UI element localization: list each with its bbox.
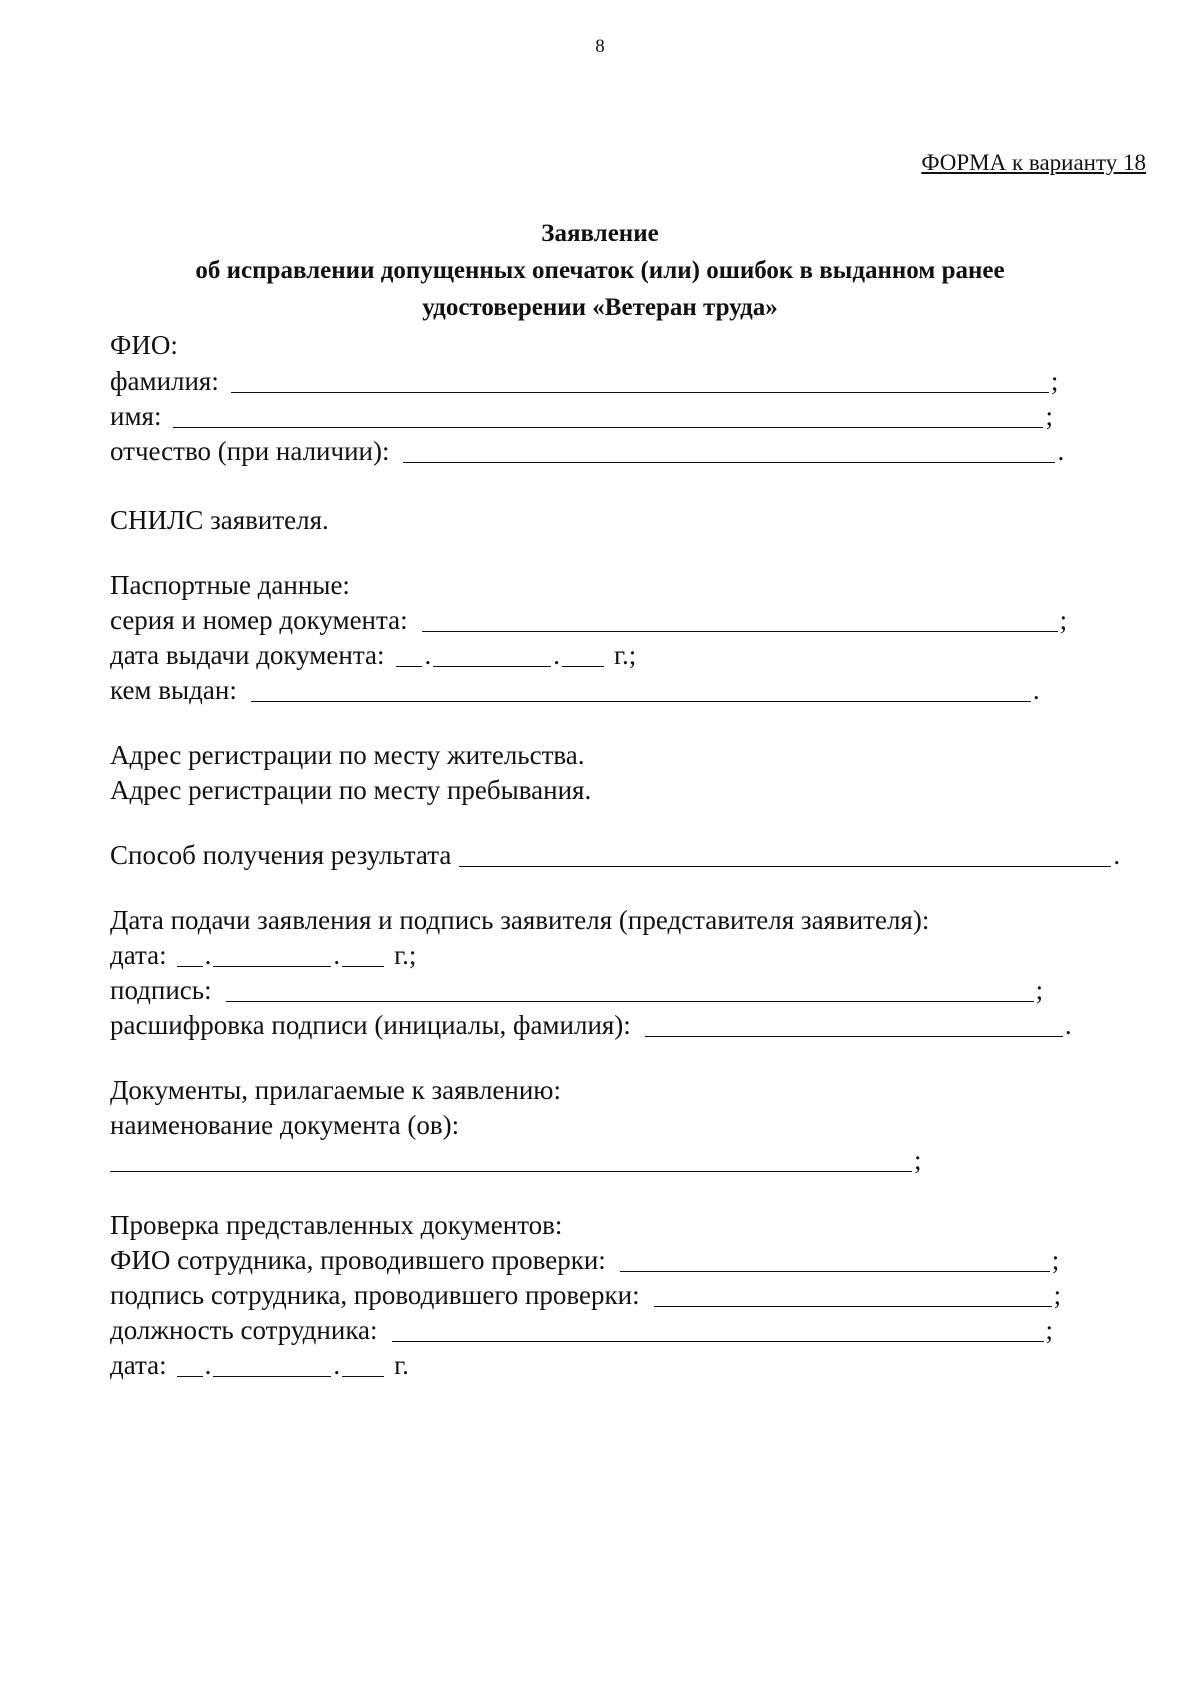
employee-position-row — [110, 1315, 1053, 1351]
passport-month-field[interactable] — [433, 665, 551, 667]
result-method-field[interactable] — [459, 865, 1111, 867]
employee-signature-field[interactable] — [654, 1305, 1052, 1307]
semicolon: ; — [1053, 1280, 1062, 1310]
period: . — [1057, 436, 1065, 466]
page-number: 8 — [595, 36, 605, 57]
issued-by-label: кем выдан: — [110, 675, 237, 705]
name-label: имя: — [110, 401, 162, 431]
snils-label: СНИЛС заявителя. — [110, 505, 329, 535]
signature-row — [110, 975, 1043, 1011]
form-reference: ФОРМА к варианту 18 — [921, 150, 1146, 175]
documents-name-field[interactable] — [110, 1170, 912, 1172]
passport-series-field[interactable] — [422, 630, 1058, 632]
submission-day-field[interactable] — [177, 965, 203, 967]
fio-heading — [110, 330, 178, 366]
verification-heading-text: Проверка представленных документов: — [110, 1210, 563, 1240]
semicolon: ; — [1035, 975, 1044, 1005]
issued-by-field[interactable] — [251, 700, 1031, 702]
submission-year-field[interactable] — [342, 965, 384, 967]
date-dot: . — [333, 940, 341, 970]
submission-date-row — [110, 940, 416, 976]
signature-decoding-label: расшифровка подписи (инициалы, фамилия): — [110, 1010, 631, 1040]
submission-date-label: дата: — [110, 940, 167, 970]
address-residence-label: Адрес регистрации по месту жительства. — [110, 740, 585, 770]
verification-month-field[interactable] — [213, 1375, 331, 1377]
result-method-row — [110, 840, 1120, 876]
document-title — [0, 215, 1200, 326]
semicolon: ; — [1045, 401, 1053, 431]
date-dot: . — [553, 640, 560, 670]
signature-label: подпись: — [110, 975, 212, 1005]
fio-heading-text: ФИО: — [110, 330, 178, 360]
employee-signature-label: подпись сотрудника, проводившего проверки: — [110, 1280, 640, 1310]
date-dot: . — [204, 1350, 212, 1380]
documents-name-label: наименование документа (ов): — [110, 1110, 460, 1140]
passport-series-row — [110, 605, 1067, 641]
submission-heading-text: Дата подачи заявления и подпись заявителя (представителя заявителя): — [110, 905, 930, 935]
verification-year-field[interactable] — [342, 1375, 384, 1377]
title-line-1: Заявление — [541, 220, 659, 247]
semicolon: ; — [1050, 366, 1059, 396]
passport-year-field[interactable] — [562, 665, 604, 667]
patronymic-field[interactable] — [403, 461, 1055, 463]
employee-fio-field[interactable] — [620, 1270, 1050, 1272]
period: . — [1032, 675, 1040, 705]
address-stay-row — [110, 775, 591, 811]
submission-heading — [110, 905, 929, 941]
year-suffix: г.; — [394, 940, 417, 970]
signature-field[interactable] — [226, 1000, 1034, 1002]
title-line-3: удостоверении «Ветеран труда» — [422, 294, 778, 321]
semicolon: ; — [914, 1145, 922, 1175]
employee-fio-row — [110, 1245, 1059, 1281]
passport-date-label: дата выдачи документа: — [110, 640, 385, 670]
employee-position-label: должность сотрудника: — [110, 1315, 378, 1345]
period: . — [1113, 840, 1121, 870]
surname-label: фамилия: — [110, 366, 219, 396]
passport-day-field[interactable] — [396, 665, 422, 667]
name-field[interactable] — [173, 426, 1043, 428]
address-stay-label: Адрес регистрации по месту пребывания. — [110, 775, 592, 805]
passport-heading-text: Паспортные данные: — [110, 570, 350, 600]
employee-position-field[interactable] — [392, 1340, 1044, 1342]
title-line-2: об исправлении допущенных опечаток (или) ошибок в выданном ранее — [195, 257, 1005, 284]
documents-name-field-row — [110, 1145, 922, 1181]
passport-date-row — [110, 640, 636, 676]
semicolon: ; — [1059, 605, 1068, 635]
verification-day-field[interactable] — [177, 1375, 203, 1377]
verification-date-row — [110, 1350, 409, 1386]
year-suffix: г.; — [613, 640, 637, 670]
surname-field[interactable] — [231, 391, 1049, 393]
documents-heading — [110, 1075, 561, 1111]
date-dot: . — [424, 640, 432, 670]
result-method-label: Способ получения результата — [110, 840, 452, 870]
documents-name-row — [110, 1110, 459, 1146]
snils-row — [110, 505, 329, 541]
semicolon: ; — [1045, 1315, 1054, 1345]
signature-decoding-row — [110, 1010, 1072, 1046]
issued-by-row — [110, 675, 1040, 711]
employee-signature-row — [110, 1280, 1061, 1316]
date-dot: . — [333, 1350, 341, 1380]
surname-row — [110, 366, 1058, 402]
semicolon: ; — [1051, 1245, 1060, 1275]
submission-month-field[interactable] — [213, 965, 331, 967]
verification-heading — [110, 1210, 562, 1246]
year-suffix: г. — [394, 1350, 409, 1380]
patronymic-row — [110, 436, 1064, 472]
name-row — [110, 401, 1053, 437]
date-dot: . — [204, 940, 212, 970]
patronymic-label: отчество (при наличии): — [110, 436, 390, 466]
signature-decoding-field[interactable] — [645, 1035, 1063, 1037]
period: . — [1064, 1010, 1072, 1040]
documents-heading-text: Документы, прилагаемые к заявлению: — [110, 1075, 561, 1105]
employee-fio-label: ФИО сотрудника, проводившего проверки: — [110, 1245, 606, 1275]
address-residence-row — [110, 740, 585, 776]
passport-series-label: серия и номер документа: — [110, 605, 408, 635]
verification-date-label: дата: — [110, 1350, 167, 1380]
passport-heading — [110, 570, 350, 606]
